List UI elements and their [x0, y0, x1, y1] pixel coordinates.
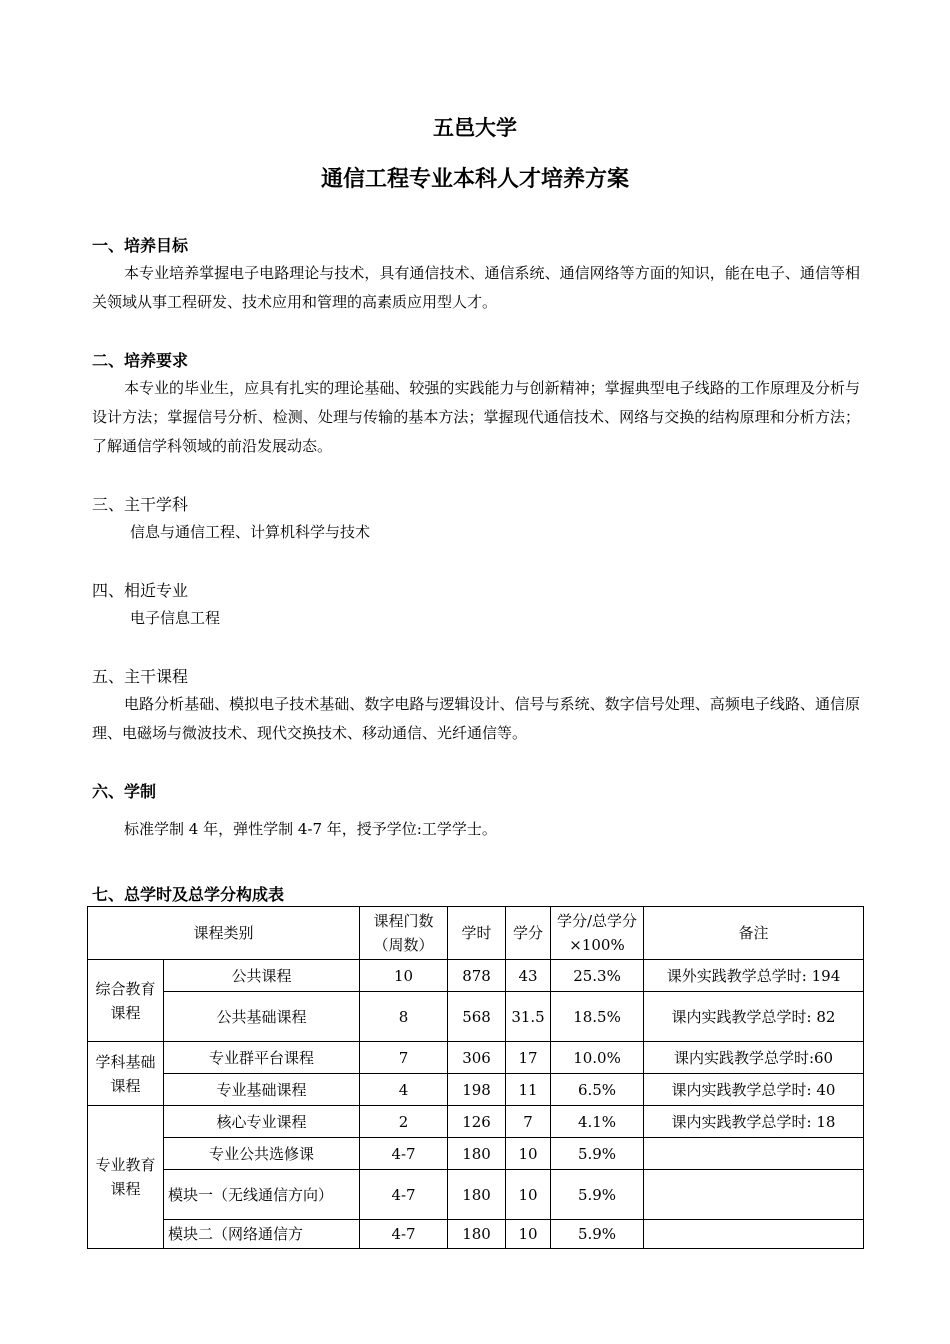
row-note: 课外实践教学总学时: 194: [644, 960, 864, 992]
row-course-name: 核心专业课程: [164, 1106, 360, 1138]
row-credits: 10: [506, 1220, 551, 1249]
row-note: 课内实践教学总学时:60: [644, 1042, 864, 1074]
row-course-name: 模块一（无线通信方向）: [164, 1170, 360, 1220]
group-professional-education: 专业教育课程: [88, 1106, 164, 1249]
section-body-related-majors: 电子信息工程: [130, 609, 221, 627]
row-hours: 180: [448, 1170, 506, 1220]
row-ratio: 18.5%: [551, 992, 644, 1042]
row-ratio: 6.5%: [551, 1074, 644, 1106]
group-discipline-foundation: 学科基础课程: [88, 1042, 164, 1106]
row-note: [644, 1170, 864, 1220]
section-body-goals: 本专业培养掌握电子电路理论与技术，具有通信技术、通信系统、通信网络等方面的知识，能在电子、通信等相关领域从事工程研发、技术应用和管理的高素质应用型人才。: [92, 264, 860, 311]
row-course-name: 专业公共选修课: [164, 1138, 360, 1170]
table-row: [88, 1138, 864, 1170]
section-heading-main-courses: 五、主干课程: [92, 667, 189, 686]
row-hours: 878: [448, 960, 506, 992]
header-note: 备注: [644, 907, 864, 960]
row-credits: 17: [506, 1042, 551, 1074]
section-heading-requirements: 二、培养要求: [92, 351, 189, 370]
section-body-requirements: 本专业的毕业生，应具有扎实的理论基础、较强的实践能力与创新精神；掌握典型电子线路的工作原理及分析与设计方法；掌握信号分析、检测、处理与传输的基本方法；掌握现代通信技术、网络与交换的结构原理和分析方法；了解通信学科领域的前沿发展动态。: [92, 379, 860, 455]
row-count: 4: [360, 1074, 448, 1106]
section-heading-duration: 六、学制: [92, 782, 157, 801]
section-heading-goals: 一、培养目标: [92, 236, 189, 255]
row-hours: 306: [448, 1042, 506, 1074]
section-heading-credit-table: 七、总学时及总学分构成表: [92, 885, 285, 904]
header-credit-ratio: 学分/总学分×100%: [551, 907, 644, 960]
section-body-duration: 标准学制 4 年，弹性学制 4-7 年，授予学位:工学学士。: [124, 820, 497, 838]
row-hours: 198: [448, 1074, 506, 1106]
row-note: 课内实践教学总学时: 40: [644, 1074, 864, 1106]
row-ratio: 4.1%: [551, 1106, 644, 1138]
row-course-name: 公共课程: [164, 960, 360, 992]
header-hours: 学时: [448, 907, 506, 960]
row-course-name: 专业基础课程: [164, 1074, 360, 1106]
row-hours: 568: [448, 992, 506, 1042]
row-count: 8: [360, 992, 448, 1042]
table-row: [88, 1042, 864, 1074]
row-credits: 10: [506, 1170, 551, 1220]
row-credits: 10: [506, 1138, 551, 1170]
row-course-name: 模块二（网络通信方: [164, 1220, 360, 1249]
section-body-main-courses: 电路分析基础、模拟电子技术基础、数字电路与逻辑设计、信号与系统、数字信号处理、高频电子线路、通信原理、电磁场与微波技术、现代交换技术、移动通信、光纤通信等。: [92, 695, 860, 742]
row-count: 4-7: [360, 1138, 448, 1170]
group-general-education: 综合教育课程: [88, 960, 164, 1042]
table-row: [88, 1220, 864, 1249]
row-hours: 126: [448, 1106, 506, 1138]
row-count: 10: [360, 960, 448, 992]
row-course-name: 公共基础课程: [164, 992, 360, 1042]
row-course-name: 专业群平台课程: [164, 1042, 360, 1074]
section-heading-main-disciplines: 三、主干学科: [92, 495, 189, 514]
header-credits: 学分: [506, 907, 551, 960]
row-count: 4-7: [360, 1220, 448, 1249]
plan-title: 通信工程专业本科人才培养方案: [320, 167, 629, 192]
table-row: [88, 1170, 864, 1220]
row-credits: 31.5: [506, 992, 551, 1042]
row-ratio: 5.9%: [551, 1220, 644, 1249]
table-row: [88, 960, 864, 992]
row-hours: 180: [448, 1138, 506, 1170]
section-heading-related-majors: 四、相近专业: [92, 581, 189, 600]
row-credits: 7: [506, 1106, 551, 1138]
university-title: 五邑大学: [433, 116, 517, 140]
table-row: [88, 1074, 864, 1106]
row-count: 4-7: [360, 1170, 448, 1220]
row-count: 7: [360, 1042, 448, 1074]
row-note: 课内实践教学总学时: 82: [644, 992, 864, 1042]
row-ratio: 5.9%: [551, 1170, 644, 1220]
section-body-main-disciplines: 信息与通信工程、计算机科学与技术: [130, 523, 371, 541]
table-row: [88, 1106, 864, 1138]
row-credits: 11: [506, 1074, 551, 1106]
row-note: [644, 1220, 864, 1249]
table-row: [88, 992, 864, 1042]
credit-structure-table: [87, 906, 864, 1249]
row-hours: 180: [448, 1220, 506, 1249]
row-note: [644, 1138, 864, 1170]
header-category: 课程类别: [88, 907, 360, 960]
row-ratio: 25.3%: [551, 960, 644, 992]
row-ratio: 10.0%: [551, 1042, 644, 1074]
row-count: 2: [360, 1106, 448, 1138]
row-ratio: 5.9%: [551, 1138, 644, 1170]
header-course-count: 课程门数（周数）: [360, 907, 448, 960]
row-credits: 43: [506, 960, 551, 992]
row-note: 课内实践教学总学时: 18: [644, 1106, 864, 1138]
table-header-row: [88, 907, 864, 960]
